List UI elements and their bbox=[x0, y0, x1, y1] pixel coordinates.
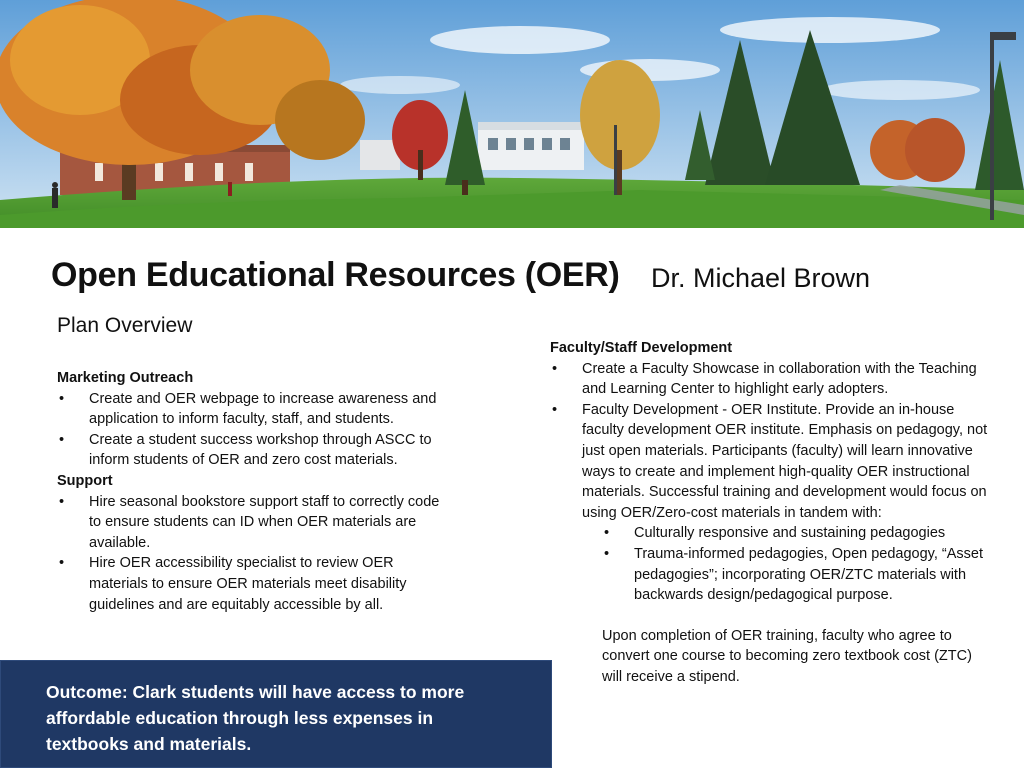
page-title: Open Educational Resources (OER) bbox=[51, 256, 620, 294]
faculty-development-heading: Faculty/Staff Development bbox=[550, 340, 733, 356]
list-item: • Hire seasonal bookstore support staff to correctly code to ensure students can ID when OER materials are available. bbox=[57, 492, 447, 554]
page-subtitle: Plan Overview bbox=[57, 314, 193, 337]
right-column bbox=[550, 338, 990, 688]
list-item: • Create a student success workshop through ASCC to inform students of OER and zero cost materials. bbox=[57, 430, 447, 471]
author-name: Dr. Michael Brown bbox=[651, 263, 871, 293]
campus-banner-image bbox=[0, 0, 1024, 228]
sub-list-item: • Culturally responsive and sustaining pedagogies bbox=[602, 523, 990, 544]
list-item: • Create and OER webpage to increase awareness and application to inform faculty, staff, and students. bbox=[57, 389, 447, 430]
list-item: • Hire OER accessibility specialist to review OER materials to ensure OER materials meet disability guidelines and are equitably accessible by all. bbox=[57, 553, 447, 615]
sub-list-item: • Trauma-informed pedagogies, Open pedagogy, “Asset pedagogies”; incorporating OER/ZTC materials with backwards design/pedagogical purpose. bbox=[602, 544, 990, 606]
support-list bbox=[57, 492, 447, 616]
outcome-text: Outcome: Clark students will have access to more affordable education through less expenses in textbooks and materials. bbox=[46, 682, 465, 754]
marketing-outreach-list bbox=[57, 389, 447, 471]
support-heading: Support bbox=[57, 472, 113, 489]
left-column bbox=[57, 368, 447, 615]
stipend-note: Upon completion of OER training, faculty who agree to convert one course to becoming zero textbook cost (ZTC) will receive a stipend. bbox=[602, 627, 972, 685]
marketing-outreach-heading: Marketing Outreach bbox=[57, 370, 194, 386]
outcome-callout bbox=[0, 660, 552, 768]
list-item bbox=[550, 400, 990, 606]
faculty-development-list bbox=[550, 359, 990, 606]
pedagogies-sublist bbox=[602, 523, 990, 605]
list-item: • Create a Faculty Showcase in collaboration with the Teaching and Learning Center to highlight early adopters. bbox=[550, 359, 990, 400]
list-item-text: Faculty Development - OER Institute. Provide an in-house faculty development OER institute. Emphasis on pedagogy, not just open materials. Participants (faculty) will learn innovative ways to create and implement high-quality OER instructional materials. Successful training and development would focus on using OER/Zero-cost materials in tandem with: bbox=[582, 401, 988, 521]
